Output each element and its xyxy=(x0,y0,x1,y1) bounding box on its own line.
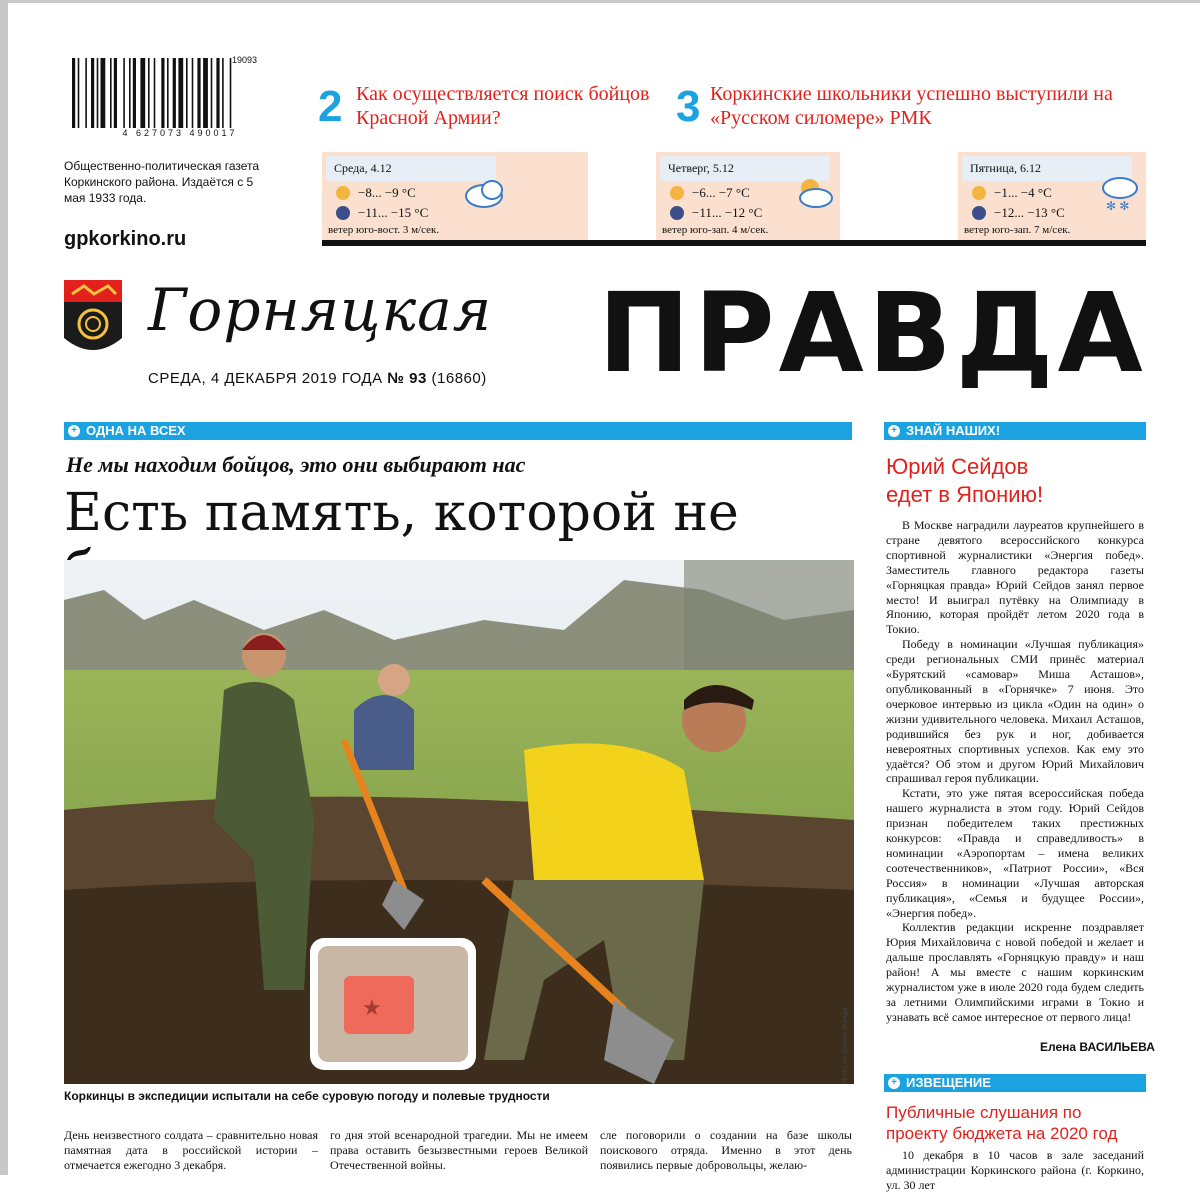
coat-of-arms-icon xyxy=(64,280,122,360)
page-frame-top xyxy=(0,0,1200,3)
page-frame-left xyxy=(0,0,8,1175)
weather-night-temp: −12... −13 °С xyxy=(994,205,1065,220)
weather-night-temp: −11... −15 °С xyxy=(358,205,429,220)
sun-icon xyxy=(336,186,350,200)
date: СРЕДА, 4 ДЕКАБРЯ 2019 ГОДА xyxy=(148,370,383,387)
plus-icon: + xyxy=(888,425,900,437)
article-paragraph: Победу в номинации «Лучшая публикация» среди региональных СМИ принёс материал «Бурятский «самовар» Миша Асташов», опубликованный в «Горнячке» 7 июня. Это очерковое интервью из цикла «Один на один» о жизни удивительного человека. Михаил Асташов, родившийся без рук и ног, добивается невероятных спортивных успехов. Как ему это удаётся? Об этом и другом Юрий Михайлович спрашивал героя публикации. xyxy=(886,637,1144,786)
weather-divider xyxy=(322,240,1146,246)
story-column-2: го дня этой всенародной трагедии. Мы не имеем права оставить безызвестными героев Великой Отечественной войны. xyxy=(330,1128,588,1172)
newspaper-title-script: Горняцкая xyxy=(148,276,493,344)
notice-body: 10 декабря в 10 часов в зале заседаний администрации Коркинского района (г. Коркино, ул. 30 лет xyxy=(886,1148,1144,1192)
moon-icon xyxy=(670,206,684,220)
plus-icon: + xyxy=(888,1077,900,1089)
moon-icon xyxy=(972,206,986,220)
weather-day-temp: −6... −7 °С xyxy=(692,185,750,200)
rubric-bar xyxy=(884,422,1146,440)
sidebar-headline: едет в Японию! xyxy=(886,482,1044,507)
barcode-number: 4 627073 490017 xyxy=(122,128,238,138)
weather-wind: ветер юго-зап. 4 м/сек. xyxy=(662,224,769,236)
sun-icon xyxy=(972,186,986,200)
weather-day-temp: −1... −4 °С xyxy=(994,185,1052,200)
article-paragraph: В Москве наградили лауреатов крупнейшего в стране девятого всероссийского конкурса спортивной журналистики «Энергия побед». Заместитель главного редактора газеты «Горняцкая правда» Юрий Сейдов занял первое место! И выиграл путёвку на Олимпиаду в Японию, которая пройдёт летом 2020 года в Токио. xyxy=(886,518,1144,637)
notice-headline: Публичные слушания по проекту бюджета на 2020 год xyxy=(886,1103,1118,1143)
weather-day-temp: −8... −9 °С xyxy=(358,185,416,200)
teaser-link[interactable]: Коркинские школьники успешно выступили на «Русском силомере» РМК xyxy=(710,83,1113,129)
rubric-label: ЗНАЙ НАШИХ! xyxy=(906,423,1001,438)
weather-forecast-day xyxy=(958,152,1146,242)
article-paragraph: Кстати, это уже пятая всероссийская победа нашего журналиста в этом году. Юрий Сейдов признан победителем таких престижных конкурсов: «Правда и справедливость» в номинации «Аэропортам – имена великих соотечественников», «Патриот России», «Вся Россия» в номинации «Лучшая авторская публикация», «Семья и будущее России», «Энергия побед». xyxy=(886,786,1144,920)
cloudy-icon xyxy=(462,174,510,210)
photo-credit: Фото из архива отряда xyxy=(842,1007,849,1082)
publisher-description: Общественно-политическая газета Коркинского района. Издаётся с 5 мая 1933 года. xyxy=(64,159,260,205)
weather-day: Пятница, 6.12 xyxy=(962,156,1132,181)
website-link[interactable]: gpkorkino.ru xyxy=(64,228,187,250)
rubric-bar xyxy=(884,1074,1146,1092)
rubric-label: ОДНА НА ВСЕХ xyxy=(86,423,186,438)
svg-text:★: ★ xyxy=(362,995,382,1020)
issue-number: № 93 xyxy=(387,370,427,387)
article-paragraph: Коллектив редакции искренне поздравляет Юрия Михайловича с новой победой и желает и дальше прославлять «Горняцкую правду» и наш район! А мы вместе с нашим коркинским журналистом уже в июле 2020 года будем следить за летними Олимпийскими играми в Токио и узнавать всё самое интересное от первого лица! xyxy=(886,920,1144,1024)
teaser-page-number: 3 xyxy=(676,82,701,131)
weather-wind: ветер юго-вост. 3 м/сек. xyxy=(328,224,440,236)
teaser-link[interactable]: Как осуществляется поиск бойцов Красной Армии? xyxy=(356,83,650,129)
photo-caption: Коркинцы в экспедиции испытали на себе суровую погоду и полевые трудности xyxy=(64,1089,550,1103)
snow-icon xyxy=(1098,172,1142,216)
barcode xyxy=(70,58,290,128)
story-headline: Есть память, которой не xyxy=(64,483,739,543)
svg-text:✻ ✻: ✻ ✻ xyxy=(1106,199,1130,213)
plus-icon: + xyxy=(68,425,80,437)
sidebar-article xyxy=(886,518,1144,1025)
weather-day: Четверг, 5.12 xyxy=(660,156,830,181)
teaser-page-number: 2 xyxy=(318,82,343,131)
article-author: Елена ВАСИЛЬЕВА xyxy=(1040,1040,1155,1054)
newspaper-title: ПРАВДА xyxy=(598,269,1147,397)
sidebar-headline: Юрий Сейдов xyxy=(886,454,1029,479)
weather-wind: ветер юго-зап. 7 м/сек. xyxy=(964,224,1071,236)
weather-forecast-day xyxy=(656,152,840,242)
issue-code: 19093 xyxy=(232,55,258,65)
story-kicker: Не мы находим бойцов, это они выбирают нас xyxy=(66,452,526,477)
story-column-3: сле поговорили о создании на базе школы поискового отряда. Именно в этот день появились первые добровольцы, желаю- xyxy=(600,1128,852,1172)
rubric-label: ИЗВЕЩЕНИЕ xyxy=(906,1075,991,1090)
weather-forecast-day xyxy=(322,152,588,242)
partly-cloudy-icon xyxy=(792,172,836,212)
issue-total: (16860) xyxy=(431,370,487,387)
story-photo xyxy=(64,560,854,1084)
dateline xyxy=(148,370,487,387)
moon-icon xyxy=(336,206,350,220)
sun-icon xyxy=(670,186,684,200)
weather-night-temp: −11... −12 °С xyxy=(692,205,763,220)
weather-day: Среда, 4.12 xyxy=(326,156,496,181)
story-column-1: День неизвестного солдата – сравнительно новая памятная дата в российской истории – отмечается ежегодно 3 декабря. xyxy=(64,1128,318,1172)
rubric-bar xyxy=(64,422,852,440)
